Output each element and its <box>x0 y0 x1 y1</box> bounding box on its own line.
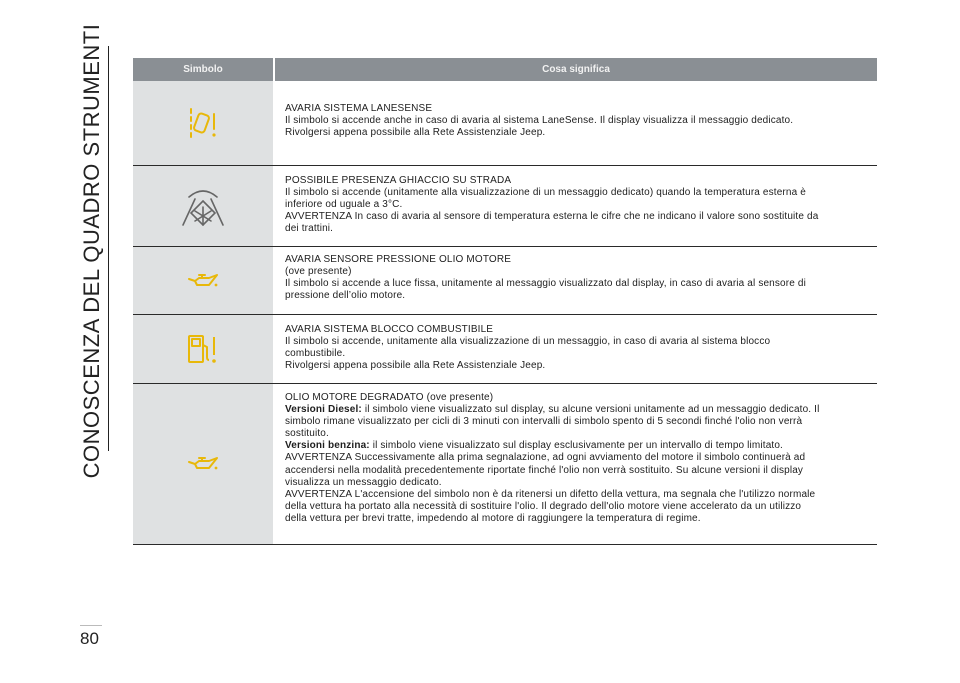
row-text: pressione dell’olio motore. <box>285 290 406 302</box>
row-title: AVARIA SENSORE PRESSIONE OLIO MOTORE <box>285 254 512 265</box>
side-chapter-title <box>72 23 112 479</box>
row-text: della vettura per brevi tratte, impedendo al motore di raggiungere la temperatura di regime. <box>285 512 701 524</box>
symbol-cell <box>133 166 273 246</box>
petrol-label: Versioni benzina: <box>285 440 370 452</box>
symbols-table <box>133 58 877 545</box>
meaning-cell <box>273 81 877 165</box>
table-row <box>133 81 877 166</box>
symbol-cell <box>133 81 273 165</box>
lanesense-fault-icon <box>188 106 218 140</box>
row-text: Il simbolo si accende, unitamente alla visualizzazione di un messaggio, in caso di avaria al sistema blocco <box>285 336 771 348</box>
row-text: dei trattini. <box>285 223 334 235</box>
row-text: sostituito. <box>285 428 329 440</box>
row-text: AVVERTENZA L'accensione del simbolo non è da ritenersi un difetto della vettura, ma segnala che l'utilizzo normale <box>285 488 816 500</box>
page-number-divider <box>80 625 102 626</box>
table-header <box>133 58 877 81</box>
meaning-cell <box>273 247 877 314</box>
row-text: Il simbolo si accende (unitamente alla visualizzazione di un messaggio dedicato) quando la temperatura esterna è <box>285 187 806 199</box>
table-row <box>133 384 877 545</box>
petrol-text: il simbolo viene visualizzato sul display esclusivamente per un intervallo di tempo limitato. <box>369 440 783 452</box>
side-chapter-title-text: CONOSCENZA DEL QUADRO STRUMENTI <box>79 23 104 479</box>
table-row <box>133 166 877 247</box>
symbol-cell <box>133 384 273 544</box>
header-symbol: Simbolo <box>183 64 223 75</box>
row-text: Il simbolo si accende a luce fissa, unitamente al messaggio visualizzato dal display, in caso di avaria al sensore di <box>285 278 806 290</box>
side-divider <box>108 46 109 451</box>
row-text: inferiore od uguale a 3°C. <box>285 199 403 211</box>
diesel-text: il simbolo viene visualizzato sul display, su alcune versioni unitamente ad un messaggio dedicato. Il <box>361 404 820 416</box>
row-text: simbolo rimane visualizzato per cicli di 3 minuti con intervalli di simbolo spento di 5 secondi finché l'olio non verrà <box>285 416 803 428</box>
row-title: AVARIA SISTEMA LANESENSE <box>285 103 433 114</box>
meaning-cell <box>273 166 877 246</box>
fuel-cutoff-fault-icon <box>186 333 220 365</box>
degraded-oil-icon <box>187 456 219 472</box>
row-text: Rivolgersi appena possibile alla Rete Assistenziale Jeep. <box>285 127 546 139</box>
diesel-label: Versioni Diesel: <box>285 404 362 416</box>
road-ice-icon <box>179 185 227 227</box>
symbol-cell <box>133 247 273 314</box>
row-text: Il simbolo si accende anche in caso di avaria al sistema LaneSense. Il display visualizza il messaggio dedicato. <box>285 115 794 127</box>
row-text: (ove presente) <box>285 266 352 278</box>
row-text: accendersi nella modalità precedentemente riportate finché l'olio non verrà sostituito. Su alcune versioni il display <box>285 464 804 476</box>
row-text <box>285 440 867 452</box>
row-title: AVARIA SISTEMA BLOCCO COMBUSTIBILE <box>285 324 494 335</box>
row-title: POSSIBILE PRESENZA GHIACCIO SU STRADA <box>285 175 512 186</box>
row-text: AVVERTENZA In caso di avaria al sensore di temperatura esterna le cifre che ne indicano il valore sono sostituite da <box>285 211 819 223</box>
oil-pressure-icon <box>187 273 219 289</box>
symbol-cell <box>133 315 273 383</box>
meaning-cell <box>273 315 877 383</box>
table-row <box>133 247 877 315</box>
meaning-cell <box>273 384 877 544</box>
page-number: 80 <box>80 629 99 648</box>
row-text: AVVERTENZA Successivamente alla prima segnalazione, ad ogni avviamento del motore il simbolo continuerà ad <box>285 452 806 464</box>
row-text: Rivolgersi appena possibile alla Rete Assistenziale Jeep. <box>285 360 546 372</box>
table-row <box>133 315 877 384</box>
row-text: della vettura ha portato alla necessità di sostituire l'olio. Il degrado dell'olio motore viene accelerato da un utilizzo <box>285 500 802 512</box>
row-text: visualizza un messaggio dedicato. <box>285 476 442 488</box>
row-text: combustibile. <box>285 348 346 360</box>
row-title: OLIO MOTORE DEGRADATO (ove presente) <box>285 392 494 403</box>
header-meaning: Cosa significa <box>273 58 877 81</box>
row-text <box>285 404 867 416</box>
